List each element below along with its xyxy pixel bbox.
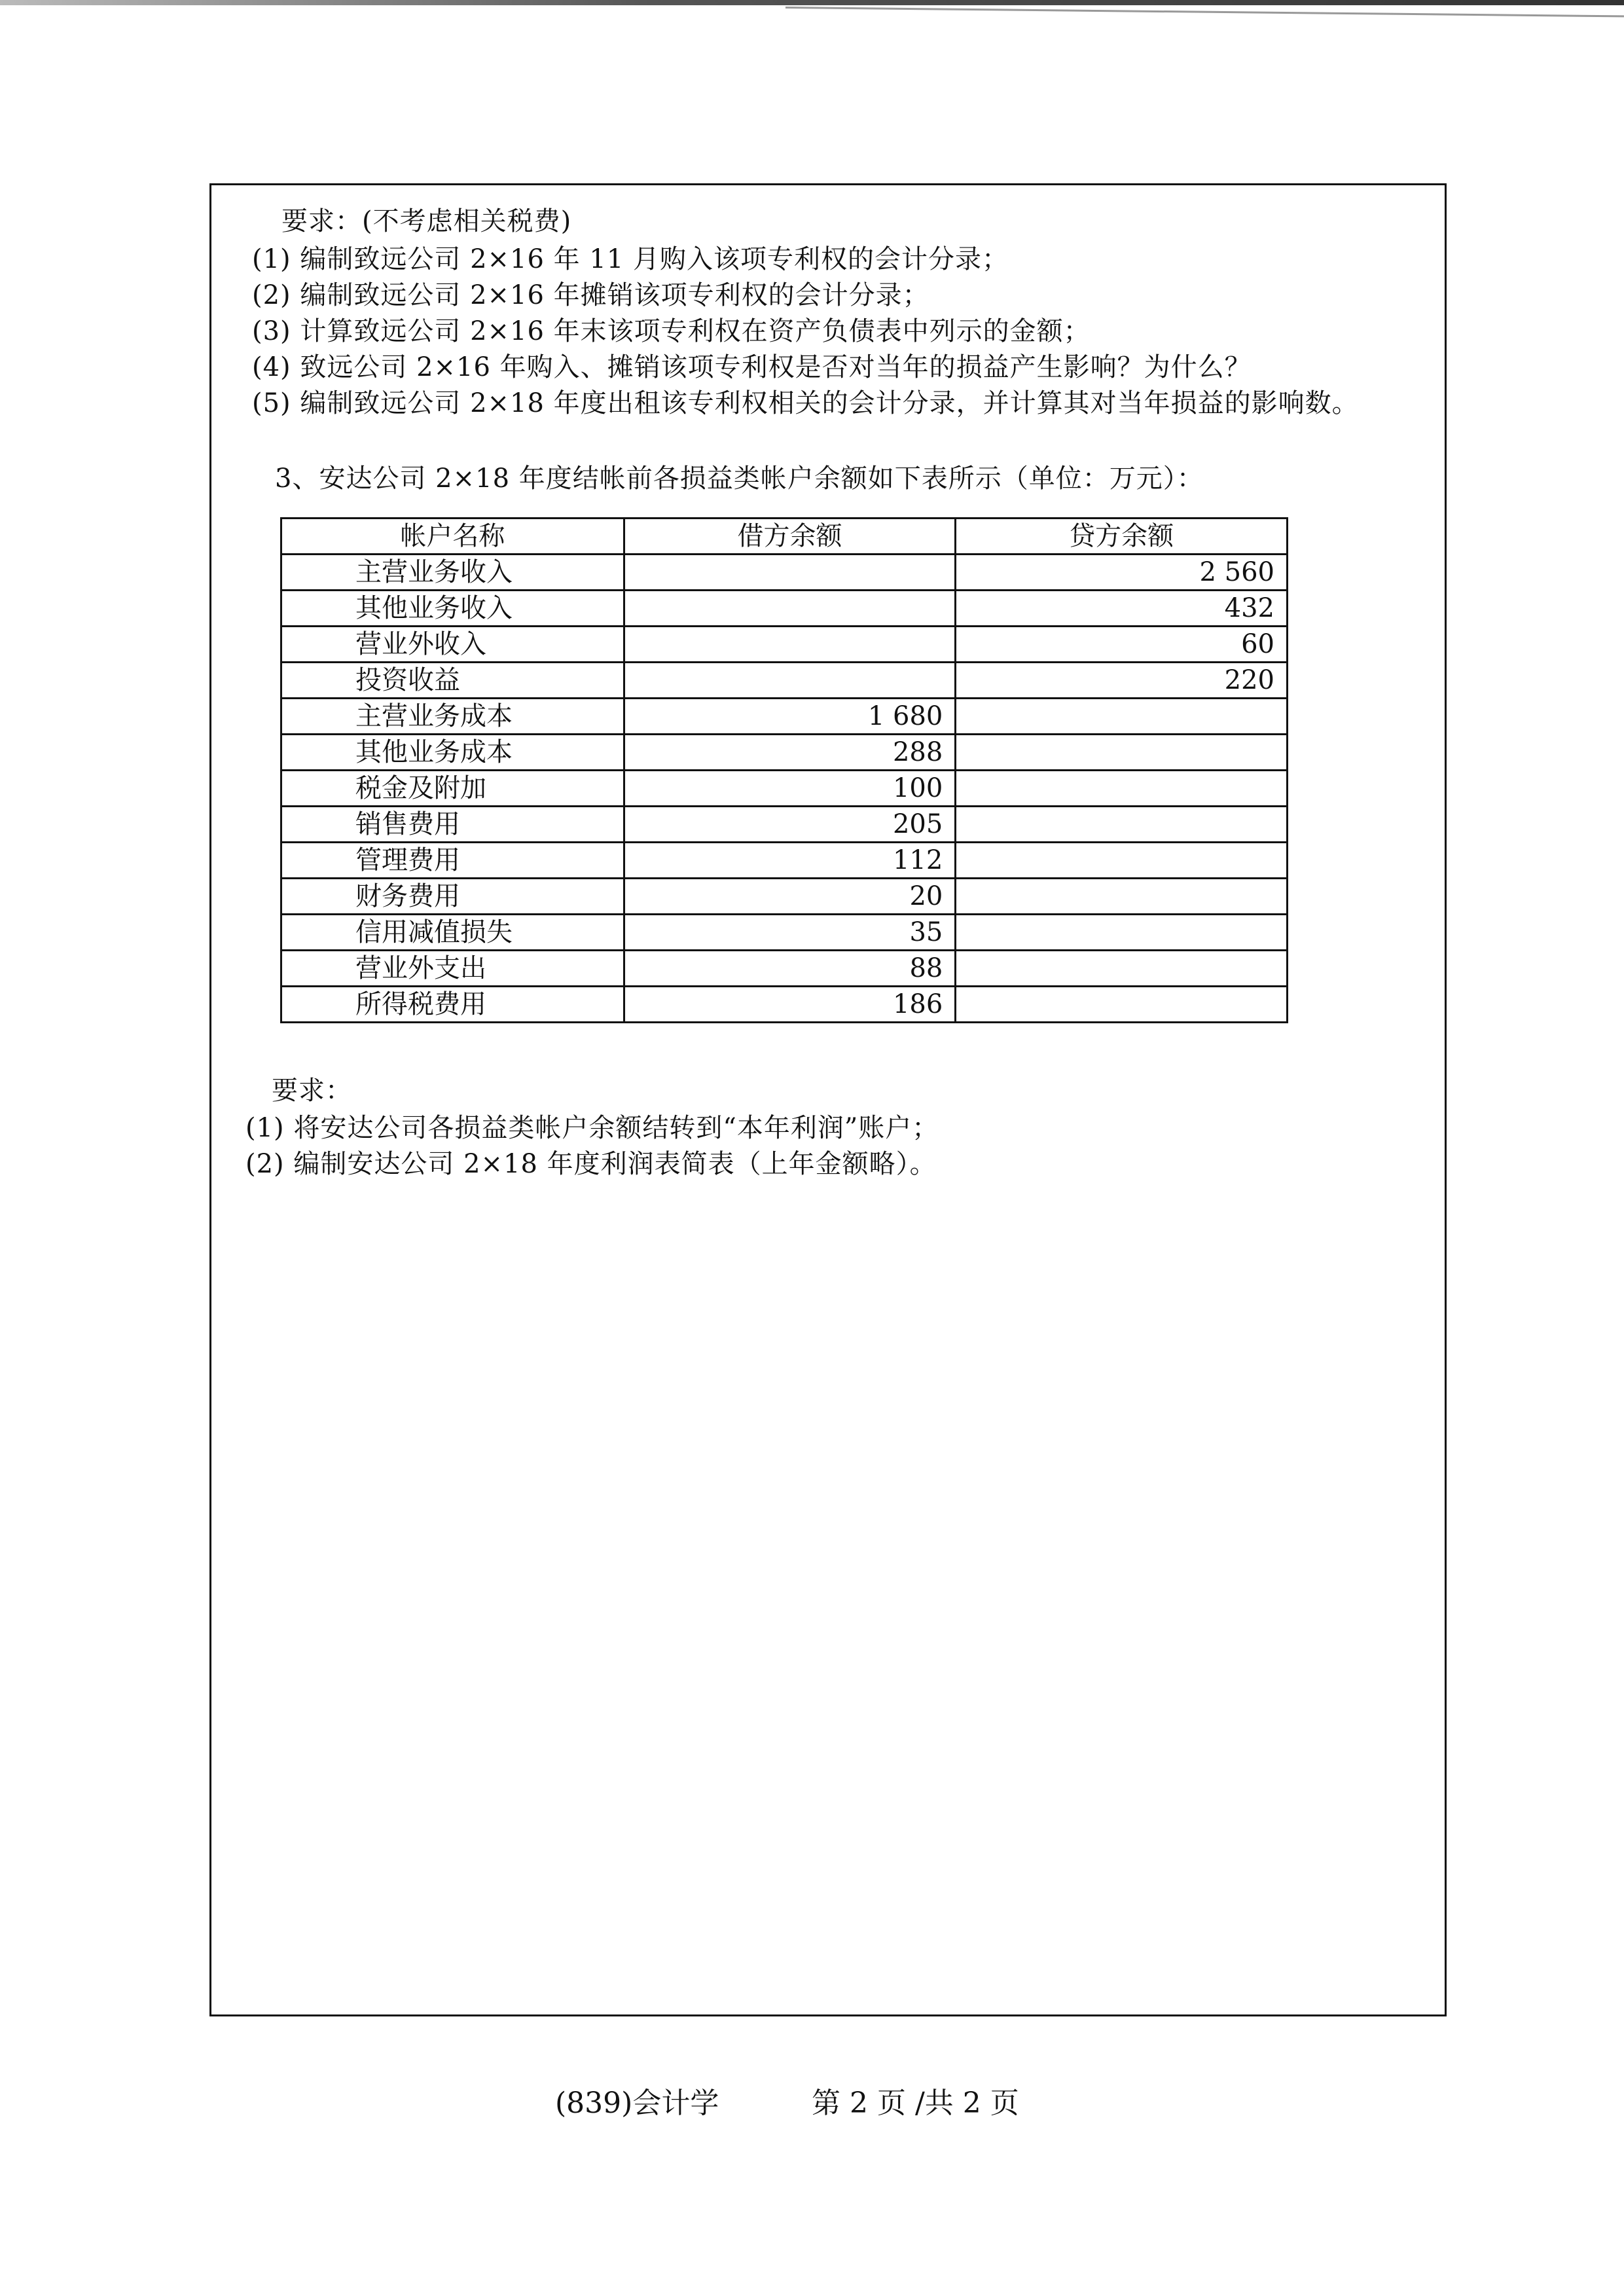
question3-req-item-2: (2) 编制安达公司 2×18 年度利润表简表（上年金额略）。 bbox=[245, 1149, 937, 1179]
credit-value bbox=[956, 879, 1288, 915]
credit-value bbox=[956, 807, 1288, 843]
table-row bbox=[281, 951, 1288, 987]
debit-value: 288 bbox=[624, 735, 956, 771]
table-row bbox=[281, 771, 1288, 807]
header-account-name: 帐户名称 bbox=[281, 519, 624, 555]
account-name: 税金及附加 bbox=[281, 771, 624, 807]
account-name: 其他业务成本 bbox=[281, 735, 624, 771]
account-name: 主营业务收入 bbox=[281, 555, 624, 591]
section2-req-item-2: (2) 编制致远公司 2×16 年摊销该项专利权的会计分录； bbox=[252, 280, 929, 310]
table-row bbox=[281, 555, 1288, 591]
table-row bbox=[281, 807, 1288, 843]
credit-value bbox=[956, 735, 1288, 771]
debit-value bbox=[624, 627, 956, 663]
credit-value bbox=[956, 915, 1288, 951]
account-name: 投资收益 bbox=[281, 663, 624, 699]
credit-value bbox=[956, 699, 1288, 735]
header-credit-balance: 贷方余额 bbox=[956, 519, 1288, 555]
question3-req-item-1: (1) 将安达公司各损益类帐户余额结转到“本年利润”账户； bbox=[245, 1113, 939, 1143]
debit-value: 1 680 bbox=[624, 699, 956, 735]
table-row bbox=[281, 735, 1288, 771]
answer-frame bbox=[209, 183, 1447, 2016]
table-row bbox=[281, 987, 1288, 1023]
credit-value: 60 bbox=[956, 627, 1288, 663]
account-name: 管理费用 bbox=[281, 843, 624, 879]
credit-value bbox=[956, 843, 1288, 879]
account-name: 信用减值损失 bbox=[281, 915, 624, 951]
table-header-row bbox=[281, 519, 1288, 555]
credit-value: 220 bbox=[956, 663, 1288, 699]
debit-value: 100 bbox=[624, 771, 956, 807]
credit-value bbox=[956, 951, 1288, 987]
table-row bbox=[281, 627, 1288, 663]
credit-value bbox=[956, 771, 1288, 807]
table-row bbox=[281, 879, 1288, 915]
account-name: 销售费用 bbox=[281, 807, 624, 843]
section2-req-item-1: (1) 编制致远公司 2×16 年 11 月购入该项专利权的会计分录； bbox=[252, 244, 1009, 274]
footer-page-number: 第 2 页 /共 2 页 bbox=[812, 2086, 1019, 2120]
table-row bbox=[281, 699, 1288, 735]
table-row bbox=[281, 591, 1288, 627]
table-row bbox=[281, 843, 1288, 879]
section2-req-item-5: (5) 编制致远公司 2×18 年度出租该专利权相关的会计分录，并计算其对当年损益的影响数。 bbox=[252, 388, 1359, 418]
debit-value bbox=[624, 555, 956, 591]
debit-value bbox=[624, 591, 956, 627]
account-name: 营业外支出 bbox=[281, 951, 624, 987]
debit-value: 205 bbox=[624, 807, 956, 843]
debit-value: 186 bbox=[624, 987, 956, 1023]
credit-value: 2 560 bbox=[956, 555, 1288, 591]
credit-value bbox=[956, 987, 1288, 1023]
debit-value: 20 bbox=[624, 879, 956, 915]
debit-value bbox=[624, 663, 956, 699]
scan-edge-line bbox=[785, 7, 1624, 17]
account-name: 主营业务成本 bbox=[281, 699, 624, 735]
debit-value: 88 bbox=[624, 951, 956, 987]
section2-req-heading: 要求：(不考虑相关税费) bbox=[281, 206, 572, 236]
table-row bbox=[281, 915, 1288, 951]
footer-course: (839)会计学 bbox=[555, 2086, 719, 2120]
section2-req-item-3: (3) 计算致远公司 2×16 年末该项专利权在资产负债表中列示的金额； bbox=[252, 316, 1091, 346]
debit-value: 35 bbox=[624, 915, 956, 951]
account-name: 所得税费用 bbox=[281, 987, 624, 1023]
debit-value: 112 bbox=[624, 843, 956, 879]
account-name: 营业外收入 bbox=[281, 627, 624, 663]
account-balance-table bbox=[280, 517, 1288, 1023]
question3-req-heading: 要求： bbox=[272, 1076, 352, 1106]
header-debit-balance: 借方余额 bbox=[624, 519, 956, 555]
section2-req-item-4: (4) 致远公司 2×16 年购入、摊销该项专利权是否对当年的损益产生影响？为什么？ bbox=[252, 352, 1252, 382]
scan-edge-shadow bbox=[0, 0, 1624, 5]
question3-intro: 3、安达公司 2×18 年度结帐前各损益类帐户余额如下表所示（单位：万元）： bbox=[275, 464, 1204, 494]
credit-value: 432 bbox=[956, 591, 1288, 627]
account-name: 其他业务收入 bbox=[281, 591, 624, 627]
table-row bbox=[281, 663, 1288, 699]
account-name: 财务费用 bbox=[281, 879, 624, 915]
